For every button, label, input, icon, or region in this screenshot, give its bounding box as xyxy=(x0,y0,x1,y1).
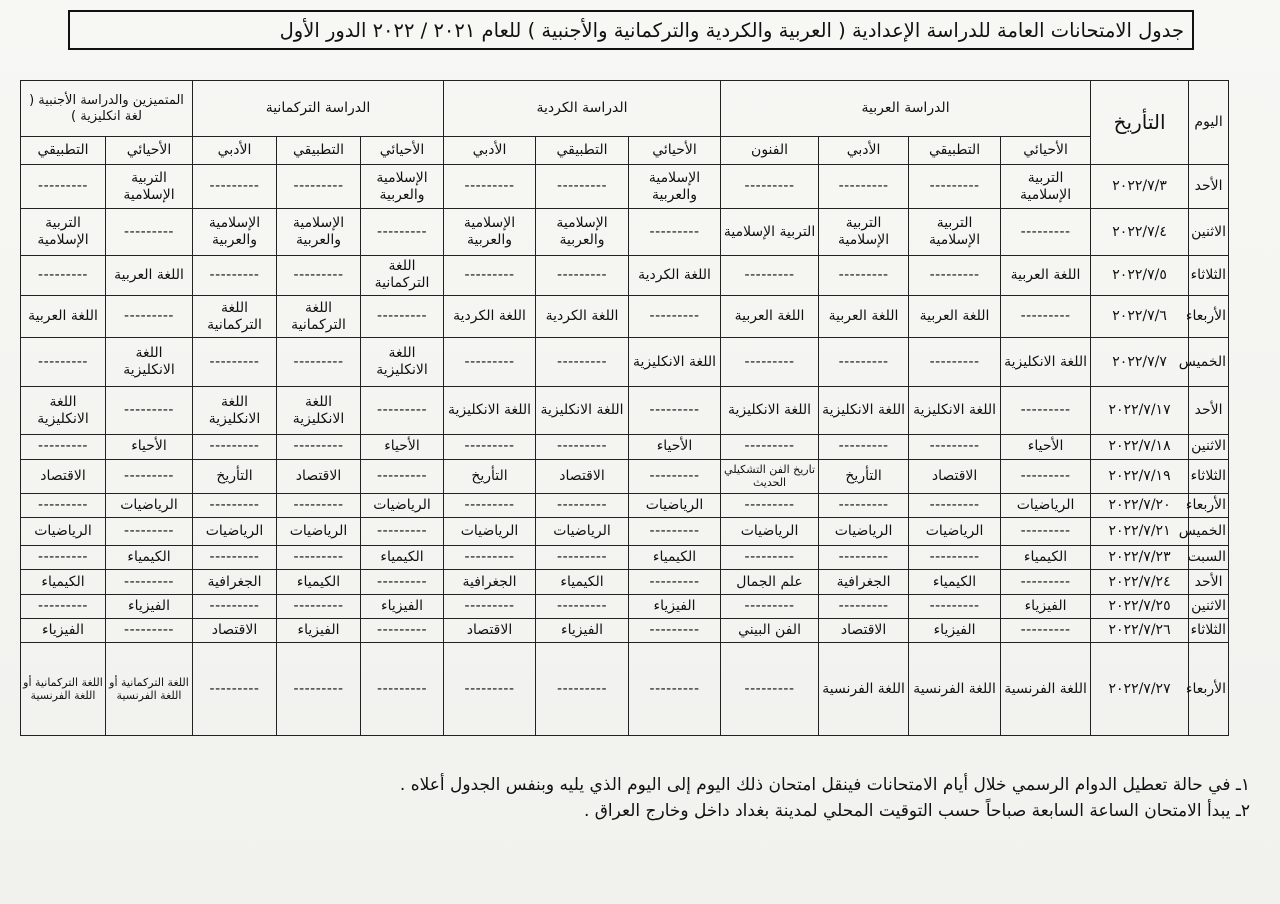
row-day: الثلاثاء xyxy=(1189,618,1229,642)
subject-cell: --------- xyxy=(361,209,444,255)
subject-cell: --------- xyxy=(21,165,106,209)
group-kurdish-header: الدراسة الكردية xyxy=(444,81,721,137)
row-day: الأحد xyxy=(1189,165,1229,209)
subject-cell: التربية الإسلامية xyxy=(21,209,106,255)
subject-cell: الاقتصاد xyxy=(277,459,361,493)
note-1: ١ـ في حالة تعطيل الدوام الرسمي خلال أيام الامتحانات فينقل امتحان ذلك اليوم إلى اليوم الذي يليه وبنفس الجدول أعلاه . xyxy=(399,775,1250,795)
schedule-title-text: جدول الامتحانات العامة للدراسة الإعدادية ( العربية والكردية والتركمانية والأجنبية ) للعام ٢٠٢١ / ٢٠٢٢ الدور الأول xyxy=(279,18,1184,42)
subject-cell: الرياضيات xyxy=(1001,493,1091,517)
subject-cell: --------- xyxy=(277,338,361,386)
subject-cell: الرياضيات xyxy=(536,518,629,546)
subject-cell: --------- xyxy=(1001,386,1091,434)
subject-cell: --------- xyxy=(193,546,277,570)
subject-cell: --------- xyxy=(1001,296,1091,338)
subject-cell: التربية الإسلامية xyxy=(106,165,193,209)
row-date: ٢٠٢٢/٧/٢٠ xyxy=(1091,493,1189,517)
subject-cell: الرياضيات xyxy=(21,518,106,546)
subject-cell: الرياضيات xyxy=(721,518,819,546)
table-row xyxy=(21,386,1229,434)
subject-cell: الرياضيات xyxy=(277,518,361,546)
row-date: ٢٠٢٢/٧/٥ xyxy=(1091,255,1189,295)
subject-cell: --------- xyxy=(909,435,1001,459)
subject-cell: --------- xyxy=(106,209,193,255)
subject-cell: الكيمياء xyxy=(629,546,721,570)
subject-cell: التربية الإسلامية xyxy=(819,209,909,255)
subject-cell: --------- xyxy=(444,435,536,459)
row-day: الثلاثاء xyxy=(1189,459,1229,493)
table-row xyxy=(21,570,1229,594)
subject-cell: اللغة الانكليزية xyxy=(909,386,1001,434)
subject-cell: --------- xyxy=(629,618,721,642)
row-day: الثلاثاء xyxy=(1189,255,1229,295)
subject-cell: التربية الإسلامية xyxy=(909,209,1001,255)
subject-cell: --------- xyxy=(909,493,1001,517)
subject-cell: --------- xyxy=(21,594,106,618)
table-row xyxy=(21,493,1229,517)
subject-cell: اللغة العربية xyxy=(106,255,193,295)
subject-cell: --------- xyxy=(536,546,629,570)
subject-cell: الإسلامية والعربية xyxy=(361,165,444,209)
subject-cell: الاقتصاد xyxy=(536,459,629,493)
subject-cell: --------- xyxy=(106,459,193,493)
subject-cell: اللغة العربية xyxy=(909,296,1001,338)
subject-cell: --------- xyxy=(361,618,444,642)
subject-cell: الاقتصاد xyxy=(909,459,1001,493)
subject-cell: --------- xyxy=(629,518,721,546)
subject-cell: --------- xyxy=(819,338,909,386)
col-header: الأدبي xyxy=(819,137,909,165)
subject-cell: --------- xyxy=(536,255,629,295)
subject-cell: --------- xyxy=(193,594,277,618)
subject-cell: التربية الإسلامية xyxy=(1001,165,1091,209)
subject-cell: --------- xyxy=(629,459,721,493)
subject-cell: --------- xyxy=(819,546,909,570)
subject-cell: الاقتصاد xyxy=(819,618,909,642)
subject-cell: --------- xyxy=(909,255,1001,295)
row-day: الأربعاء xyxy=(1189,296,1229,338)
subject-cell: --------- xyxy=(106,570,193,594)
table-row xyxy=(21,165,1229,209)
subject-cell: الكيمياء xyxy=(361,546,444,570)
subject-cell: --------- xyxy=(819,165,909,209)
subject-cell: --------- xyxy=(21,435,106,459)
subject-cell: الرياضيات xyxy=(361,493,444,517)
subject-cell: --------- xyxy=(819,255,909,295)
date-header: التأريخ xyxy=(1091,81,1189,165)
subject-cell: علم الجمال xyxy=(721,570,819,594)
subject-cell: الجغرافية xyxy=(444,570,536,594)
subject-cell: الفيزياء xyxy=(629,594,721,618)
row-date: ٢٠٢٢/٧/٢٧ xyxy=(1091,643,1189,736)
subject-cell: --------- xyxy=(1001,518,1091,546)
subject-cell: التربية الإسلامية xyxy=(721,209,819,255)
subject-cell: --------- xyxy=(721,435,819,459)
row-day: الخميس xyxy=(1189,338,1229,386)
subject-cell: --------- xyxy=(444,546,536,570)
subject-cell: --------- xyxy=(21,546,106,570)
subject-cell: --------- xyxy=(629,643,721,736)
subject-cell: الفيزياء xyxy=(21,618,106,642)
subject-cell: الفيزياء xyxy=(909,618,1001,642)
subject-cell: --------- xyxy=(193,255,277,295)
subject-cell: --------- xyxy=(721,165,819,209)
subject-cell: --------- xyxy=(1001,618,1091,642)
subject-cell: اللغة الانكليزية xyxy=(277,386,361,434)
subject-cell: الكيمياء xyxy=(106,546,193,570)
subject-cell: --------- xyxy=(106,296,193,338)
subject-cell: اللغة العربية xyxy=(1001,255,1091,295)
subject-cell: --------- xyxy=(277,493,361,517)
subject-cell: الرياضيات xyxy=(106,493,193,517)
subject-cell: اللغة الانكليزية xyxy=(629,338,721,386)
subject-cell: الفن البيني xyxy=(721,618,819,642)
subject-cell: --------- xyxy=(277,546,361,570)
subject-cell: الفيزياء xyxy=(361,594,444,618)
col-header: الأحيائي xyxy=(106,137,193,165)
subject-cell: الكيمياء xyxy=(21,570,106,594)
col-header: الأحيائي xyxy=(1001,137,1091,165)
subject-cell: --------- xyxy=(909,338,1001,386)
subject-cell: الإسلامية والعربية xyxy=(444,209,536,255)
subject-cell: --------- xyxy=(1001,570,1091,594)
subject-cell: --------- xyxy=(629,570,721,594)
subject-cell: اللغة الفرنسية xyxy=(909,643,1001,736)
subject-cell: --------- xyxy=(721,594,819,618)
subject-cell: --------- xyxy=(106,386,193,434)
subject-cell: --------- xyxy=(536,435,629,459)
subject-cell: --------- xyxy=(361,386,444,434)
subject-cell: الاقتصاد xyxy=(444,618,536,642)
subject-cell: --------- xyxy=(21,255,106,295)
subject-cell: الرياضيات xyxy=(819,518,909,546)
col-header: التطبيقي xyxy=(21,137,106,165)
schedule-body xyxy=(21,165,1229,736)
col-header: الأدبي xyxy=(444,137,536,165)
subject-cell: الاقتصاد xyxy=(21,459,106,493)
subject-cell: اللغة التركمانية أو اللغة الفرنسية xyxy=(21,643,106,736)
col-header: التطبيقي xyxy=(536,137,629,165)
subject-cell: الاقتصاد xyxy=(193,618,277,642)
subject-cell: تاريخ الفن التشكيلي الحديث xyxy=(721,459,819,493)
subject-cell: اللغة الانكليزية xyxy=(21,386,106,434)
subject-cell: الإسلامية والعربية xyxy=(536,209,629,255)
subject-cell: اللغة الكردية xyxy=(629,255,721,295)
subject-cell: اللغة الكردية xyxy=(536,296,629,338)
subject-cell: --------- xyxy=(444,338,536,386)
subject-cell: --------- xyxy=(819,435,909,459)
subject-cell: --------- xyxy=(361,570,444,594)
note-2: ٢ـ يبدأ الامتحان الساعة السابعة صباحاً حسب التوقيت المحلي لمدينة بغداد داخل وخارج العراق . xyxy=(583,801,1250,822)
subject-cell: --------- xyxy=(444,493,536,517)
row-date: ٢٠٢٢/٧/١٩ xyxy=(1091,459,1189,493)
row-date: ٢٠٢٢/٧/٢٥ xyxy=(1091,594,1189,618)
row-date: ٢٠٢٢/٧/٢٣ xyxy=(1091,546,1189,570)
notes-section xyxy=(300,772,1250,825)
subject-cell: اللغة الانكليزية xyxy=(444,386,536,434)
subject-cell: اللغة العربية xyxy=(21,296,106,338)
subject-cell: --------- xyxy=(721,643,819,736)
subject-cell: اللغة العربية xyxy=(819,296,909,338)
subject-cell: الأحياء xyxy=(106,435,193,459)
subject-cell: الأحياء xyxy=(1001,435,1091,459)
row-date: ٢٠٢٢/٧/٤ xyxy=(1091,209,1189,255)
subject-cell: التأريخ xyxy=(193,459,277,493)
table-row xyxy=(21,643,1229,736)
subject-cell: اللغة العربية xyxy=(721,296,819,338)
subject-cell: --------- xyxy=(819,594,909,618)
subject-cell: الرياضيات xyxy=(909,518,1001,546)
table-row xyxy=(21,594,1229,618)
subject-cell: اللغة الكردية xyxy=(444,296,536,338)
subject-cell: --------- xyxy=(629,209,721,255)
group-arabic-header: الدراسة العربية xyxy=(721,81,1091,137)
subject-cell: الكيمياء xyxy=(536,570,629,594)
table-row xyxy=(21,255,1229,295)
subject-cell: الجغرافية xyxy=(193,570,277,594)
col-header: التطبيقي xyxy=(909,137,1001,165)
subject-cell: الإسلامية والعربية xyxy=(629,165,721,209)
col-header: الفنون xyxy=(721,137,819,165)
subject-cell: --------- xyxy=(536,493,629,517)
row-day: الأربعاء xyxy=(1189,493,1229,517)
row-date: ٢٠٢٢/٧/١٨ xyxy=(1091,435,1189,459)
subject-cell: --------- xyxy=(536,594,629,618)
subject-cell: الفيزياء xyxy=(277,618,361,642)
subject-cell: اللغة التركمانية xyxy=(277,296,361,338)
row-day: الأحد xyxy=(1189,570,1229,594)
row-day: الأربعاء xyxy=(1189,643,1229,736)
subject-cell: --------- xyxy=(193,165,277,209)
subject-cell: --------- xyxy=(193,643,277,736)
table-row xyxy=(21,338,1229,386)
row-date: ٢٠٢٢/٧/٦ xyxy=(1091,296,1189,338)
subject-cell: --------- xyxy=(277,435,361,459)
row-day: الأحد xyxy=(1189,386,1229,434)
subject-cell: اللغة التركمانية xyxy=(361,255,444,295)
row-day: السبت xyxy=(1189,546,1229,570)
subject-cell: اللغة التركمانية أو اللغة الفرنسية xyxy=(106,643,193,736)
row-day: الاثنين xyxy=(1189,209,1229,255)
subject-cell: اللغة الانكليزية xyxy=(106,338,193,386)
group-turkmen-header: الدراسة التركمانية xyxy=(193,81,444,137)
table-row xyxy=(21,209,1229,255)
subject-cell: --------- xyxy=(721,255,819,295)
subject-cell: اللغة الفرنسية xyxy=(1001,643,1091,736)
subject-cell: الأحياء xyxy=(361,435,444,459)
subject-cell: --------- xyxy=(21,338,106,386)
subject-cell: --------- xyxy=(277,594,361,618)
subject-cell: الرياضيات xyxy=(193,518,277,546)
subject-cell: الكيمياء xyxy=(909,570,1001,594)
subject-cell: --------- xyxy=(106,518,193,546)
subject-cell: الجغرافية xyxy=(819,570,909,594)
subject-cell: اللغة الانكليزية xyxy=(361,338,444,386)
subject-cell: --------- xyxy=(193,435,277,459)
table-row xyxy=(21,296,1229,338)
day-header: اليوم xyxy=(1189,81,1229,165)
row-date: ٢٠٢٢/٧/١٧ xyxy=(1091,386,1189,434)
subject-cell: الكيمياء xyxy=(277,570,361,594)
subject-cell: --------- xyxy=(536,338,629,386)
subject-cell: --------- xyxy=(361,296,444,338)
subject-cell: --------- xyxy=(361,643,444,736)
row-day: الاثنين xyxy=(1189,594,1229,618)
subject-cell: --------- xyxy=(444,643,536,736)
exam-schedule-table xyxy=(20,80,1229,736)
subject-cell: --------- xyxy=(106,618,193,642)
row-day: الاثنين xyxy=(1189,435,1229,459)
row-date: ٢٠٢٢/٧/٢٦ xyxy=(1091,618,1189,642)
subject-cell: --------- xyxy=(536,165,629,209)
subject-cell: --------- xyxy=(277,255,361,295)
subject-cell: اللغة التركمانية xyxy=(193,296,277,338)
subject-cell: اللغة الانكليزية xyxy=(721,386,819,434)
subject-cell: اللغة الانكليزية xyxy=(536,386,629,434)
subject-cell: اللغة الانكليزية xyxy=(1001,338,1091,386)
subject-cell: --------- xyxy=(721,546,819,570)
subject-cell: اللغة الانكليزية xyxy=(819,386,909,434)
table-row xyxy=(21,546,1229,570)
subject-cell: --------- xyxy=(444,594,536,618)
subject-cell: --------- xyxy=(909,165,1001,209)
subject-cell: --------- xyxy=(193,338,277,386)
subject-cell: --------- xyxy=(21,493,106,517)
subject-cell: اللغة الفرنسية xyxy=(819,643,909,736)
subject-cell: --------- xyxy=(1001,209,1091,255)
row-date: ٢٠٢٢/٧/٢١ xyxy=(1091,518,1189,546)
subject-cell: --------- xyxy=(909,594,1001,618)
subject-cell: التأريخ xyxy=(819,459,909,493)
subject-cell: الفيزياء xyxy=(536,618,629,642)
subject-cell: الرياضيات xyxy=(444,518,536,546)
subject-cell: --------- xyxy=(444,255,536,295)
subject-cell: الإسلامية والعربية xyxy=(193,209,277,255)
subject-cell: الفيزياء xyxy=(1001,594,1091,618)
table-row xyxy=(21,518,1229,546)
subject-cell: --------- xyxy=(193,493,277,517)
col-header: الأحيائي xyxy=(629,137,721,165)
subject-cell: الرياضيات xyxy=(629,493,721,517)
subject-cell: --------- xyxy=(277,643,361,736)
subject-cell: --------- xyxy=(1001,459,1091,493)
table-row xyxy=(21,618,1229,642)
subject-cell: --------- xyxy=(721,338,819,386)
subject-cell: --------- xyxy=(721,493,819,517)
col-header: الأحيائي xyxy=(361,137,444,165)
table-row xyxy=(21,435,1229,459)
col-header: الأدبي xyxy=(193,137,277,165)
subject-cell: --------- xyxy=(444,165,536,209)
subject-cell: --------- xyxy=(819,493,909,517)
schedule-title xyxy=(68,10,1194,50)
subject-cell: --------- xyxy=(277,165,361,209)
subject-cell: --------- xyxy=(629,296,721,338)
group-distinguished-header: المتميزين والدراسة الأجنبية ( لغة انكليزية ) xyxy=(21,81,193,137)
row-date: ٢٠٢٢/٧/٧ xyxy=(1091,338,1189,386)
row-day: الخميس xyxy=(1189,518,1229,546)
subject-cell: التأريخ xyxy=(444,459,536,493)
subject-cell: اللغة الانكليزية xyxy=(193,386,277,434)
subject-cell: --------- xyxy=(629,386,721,434)
subject-cell: --------- xyxy=(536,643,629,736)
subject-cell: --------- xyxy=(361,518,444,546)
subject-cell: --------- xyxy=(909,546,1001,570)
table-row xyxy=(21,459,1229,493)
row-date: ٢٠٢٢/٧/٢٤ xyxy=(1091,570,1189,594)
row-date: ٢٠٢٢/٧/٣ xyxy=(1091,165,1189,209)
subject-cell: --------- xyxy=(361,459,444,493)
subject-cell: الأحياء xyxy=(629,435,721,459)
subject-cell: الفيزياء xyxy=(106,594,193,618)
subject-cell: الإسلامية والعربية xyxy=(277,209,361,255)
col-header: التطبيقي xyxy=(277,137,361,165)
subject-cell: الكيمياء xyxy=(1001,546,1091,570)
